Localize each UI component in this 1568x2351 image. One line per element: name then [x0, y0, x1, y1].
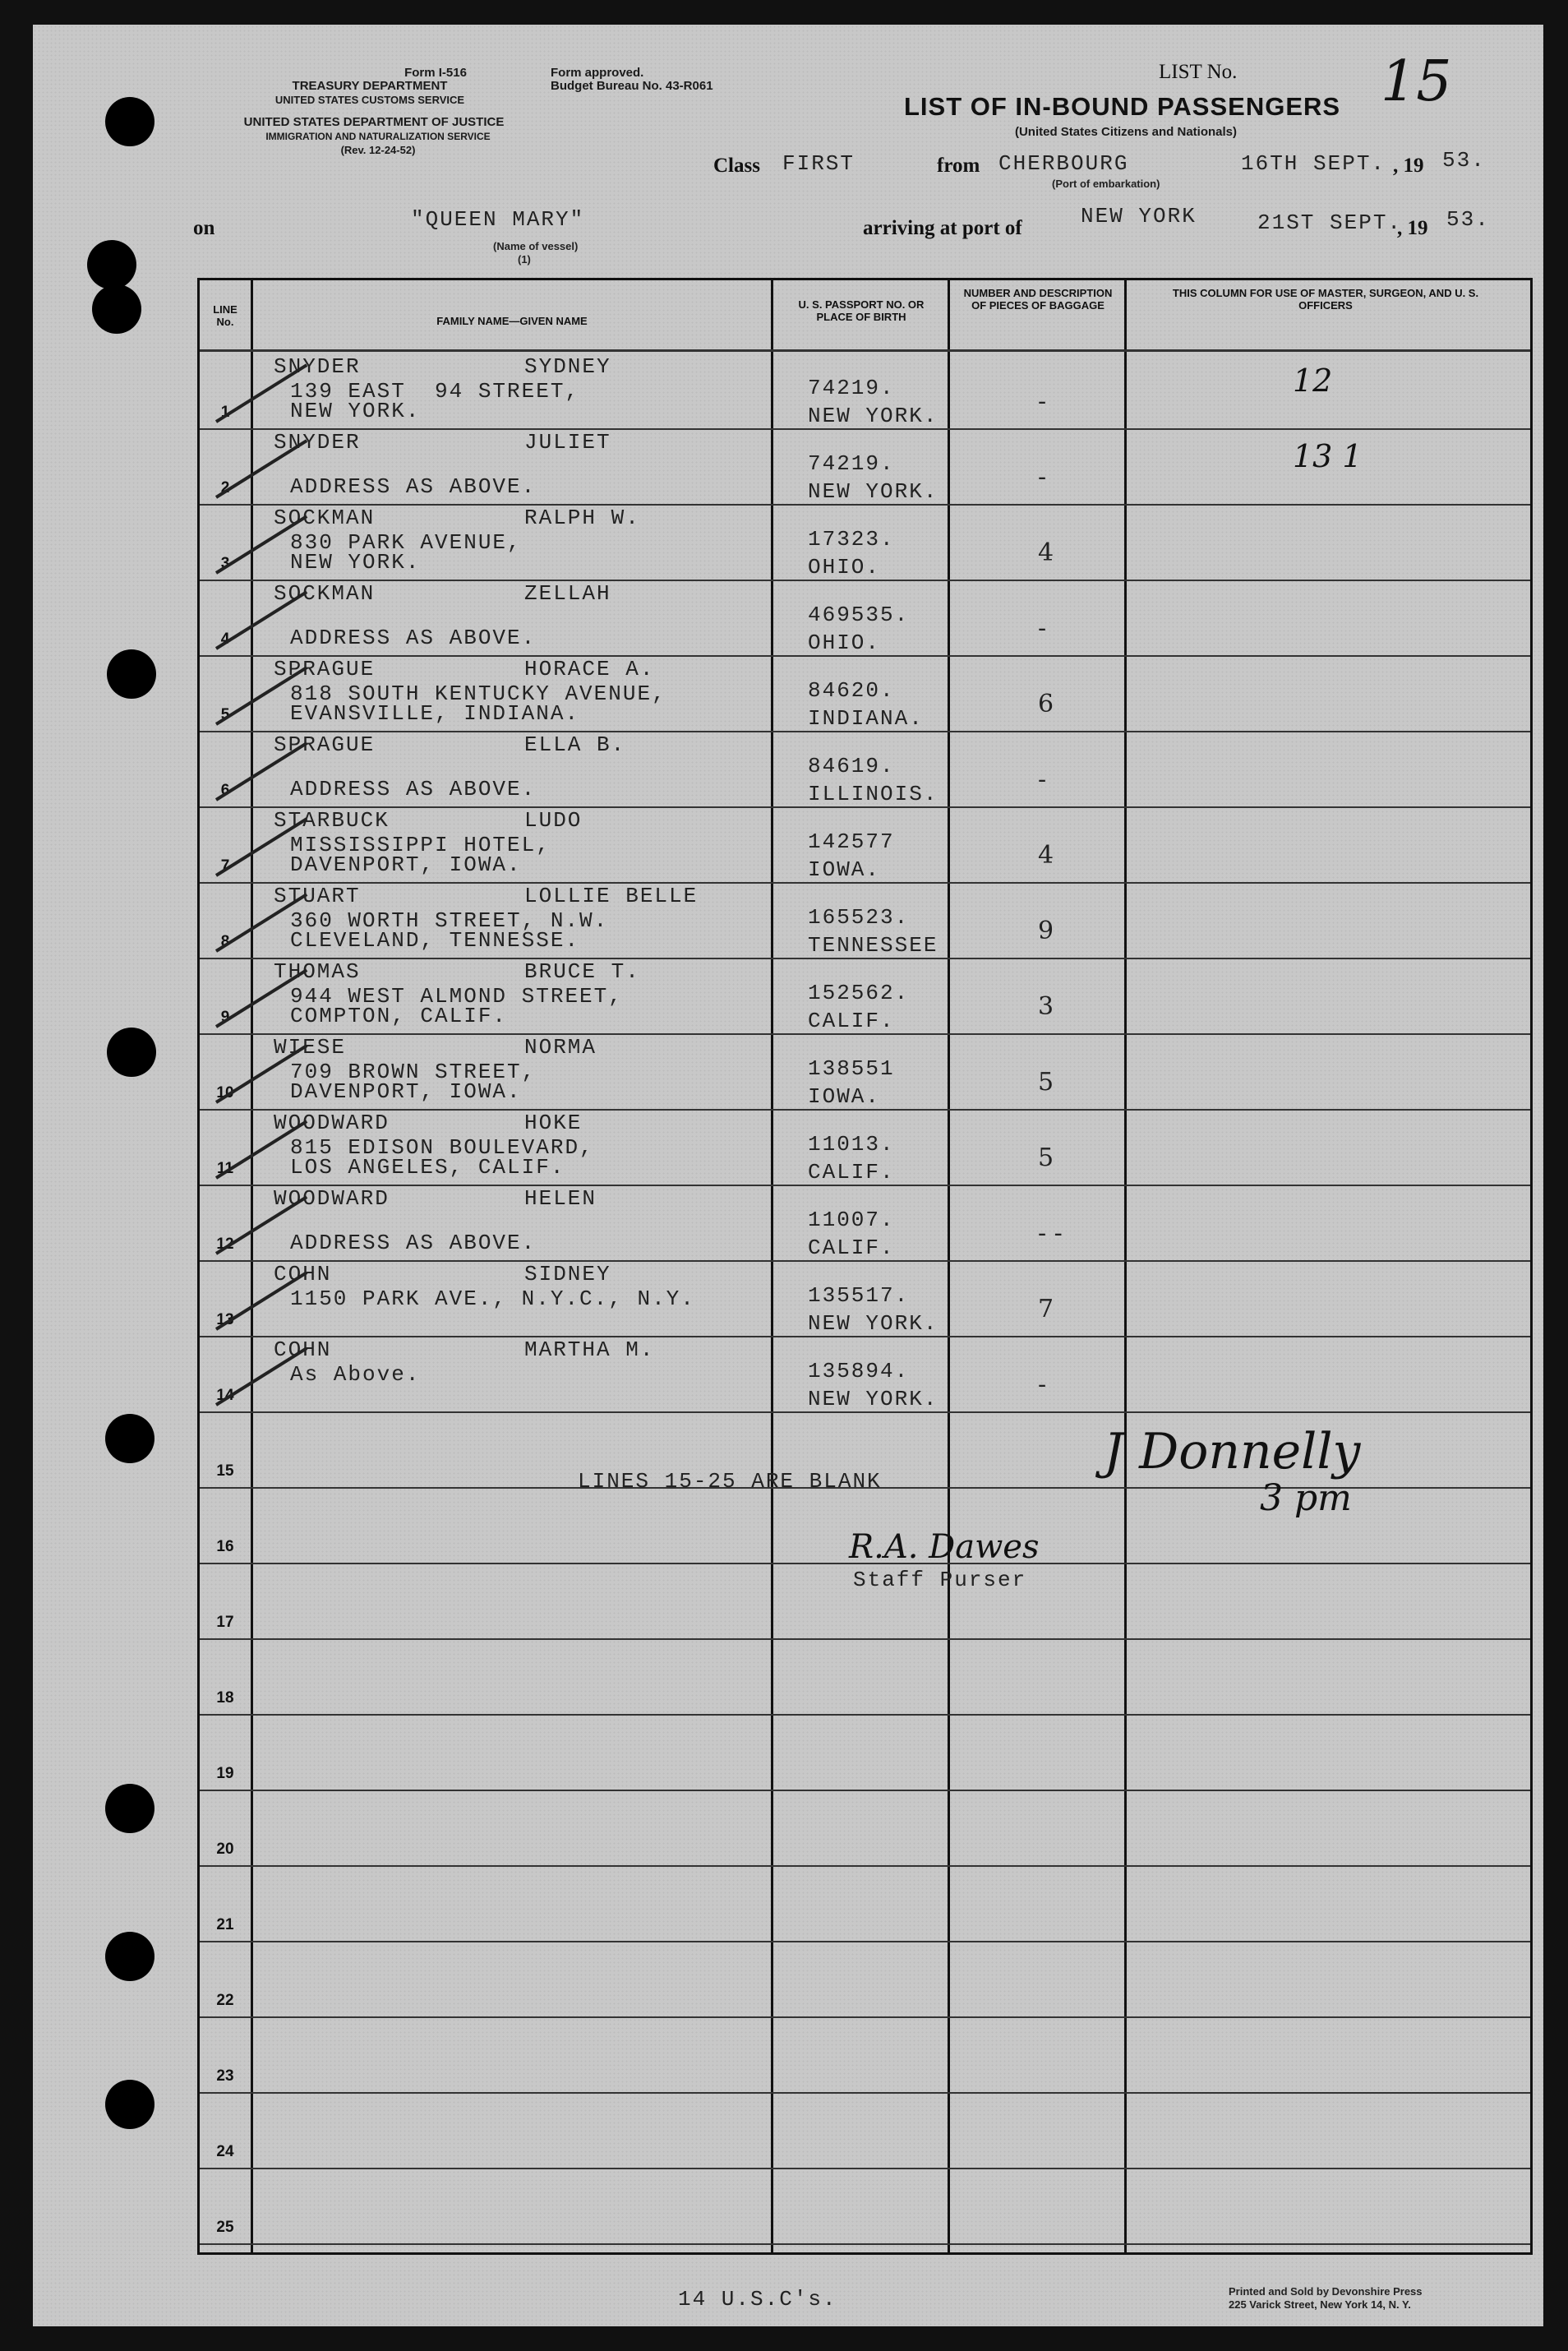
- row-divider: [200, 1941, 1530, 1942]
- passenger-given-name: HOKE: [524, 1111, 583, 1135]
- blank-note: LINES 15-25 ARE BLANK: [578, 1469, 882, 1494]
- passport-number: 152562.: [808, 981, 910, 1005]
- passport-number: 469535.: [808, 603, 910, 627]
- passenger-given-name: LUDO: [524, 808, 583, 833]
- col-baggage: NUMBER AND DESCRIPTION OF PIECES OF BAGGAGE: [963, 287, 1113, 312]
- passenger-given-name: RALPH W.: [524, 506, 640, 530]
- budget-bureau: Budget Bureau No. 43-R061: [551, 79, 713, 93]
- citizen-count: 14 U.S.C's.: [678, 2287, 837, 2312]
- from-label: from: [937, 155, 980, 177]
- place-of-birth: CALIF.: [808, 1160, 895, 1185]
- officer-note: 13 1: [1293, 438, 1363, 474]
- arriving-label: arriving at port of: [863, 217, 1022, 239]
- justice-dept: UNITED STATES DEPARTMENT OF JUSTICE: [243, 115, 505, 129]
- vessel-caption: (Name of vessel): [493, 240, 579, 252]
- passenger-address-line-2: NEW YORK.: [290, 399, 421, 423]
- table-row: [200, 1186, 1530, 1262]
- row-divider: [200, 1714, 1530, 1716]
- row-divider: [200, 2092, 1530, 2094]
- line-number: 6: [220, 782, 230, 799]
- table-row: [200, 506, 1530, 581]
- passenger-family-name: SPRAGUE: [274, 732, 376, 757]
- line-number: 7: [220, 857, 230, 875]
- blank-line-number: 25: [216, 2219, 234, 2236]
- passport-number: 142577: [808, 829, 895, 854]
- customs-service: UNITED STATES CUSTOMS SERVICE: [274, 94, 465, 106]
- place-of-birth: IOWA.: [808, 857, 881, 882]
- passenger-address-line-1: As Above.: [290, 1362, 421, 1387]
- passenger-family-name: COHN: [274, 1337, 332, 1362]
- baggage-count: -: [1038, 765, 1047, 794]
- passenger-address-line-2: EVANSVILLE, INDIANA.: [290, 701, 580, 726]
- line-number: 9: [220, 1009, 230, 1026]
- list-no-value: 15: [1381, 49, 1452, 114]
- baggage-count: - -: [1038, 1219, 1063, 1248]
- passenger-family-name: SNYDER: [274, 430, 361, 455]
- passport-number: 74219.: [808, 451, 895, 476]
- embark-year: 53.: [1442, 148, 1486, 173]
- blank-line-number: 15: [216, 1462, 234, 1480]
- list-no-label: LIST No.: [1159, 61, 1238, 83]
- passenger-family-name: WIESE: [274, 1035, 347, 1060]
- baggage-count: 5: [1038, 1143, 1054, 1172]
- baggage-count: 6: [1038, 690, 1054, 718]
- table-row: [200, 884, 1530, 959]
- table-row: [200, 959, 1530, 1035]
- line-number: 8: [220, 933, 230, 950]
- baggage-count: 3: [1038, 992, 1054, 1021]
- treasury-dept: TREASURY DEPARTMENT: [292, 79, 448, 93]
- binder-hole: [105, 1414, 154, 1463]
- officer-signature: J Donnelly: [1104, 1423, 1361, 1480]
- col-officers: THIS COLUMN FOR USE OF MASTER, SURGEON, AND U. S. OFFICERS: [1172, 287, 1479, 312]
- passenger-given-name: LOLLIE BELLE: [524, 884, 699, 908]
- baggage-count: -: [1038, 463, 1047, 492]
- officer-note: 12: [1293, 363, 1333, 399]
- blank-line-number: 19: [216, 1765, 234, 1782]
- passenger-family-name: WOODWARD: [274, 1186, 390, 1211]
- line-number: 10: [216, 1084, 234, 1102]
- passenger-family-name: STUART: [274, 884, 361, 908]
- passenger-address-line-2: ADDRESS AS ABOVE.: [290, 1231, 537, 1255]
- table-row: [200, 732, 1530, 808]
- passenger-address-line-1: 815 EDISON BOULEVARD,: [290, 1135, 594, 1160]
- row-divider: [200, 1790, 1530, 1791]
- passport-number: 165523.: [808, 905, 910, 930]
- place-of-birth: NEW YORK.: [808, 1311, 938, 1336]
- blank-line-number: 18: [216, 1689, 234, 1707]
- arrival-year-prefix: , 19: [1397, 217, 1428, 239]
- place-of-birth: CALIF.: [808, 1236, 895, 1260]
- passenger-family-name: COHN: [274, 1262, 332, 1286]
- purser-signature: R.A. Dawes: [849, 1528, 1040, 1566]
- passenger-address-line-1: 709 BROWN STREET,: [290, 1060, 537, 1084]
- manifest-sheet: [33, 25, 1543, 2326]
- passenger-address-line-1: MISSISSIPPI HOTEL,: [290, 833, 551, 857]
- line-number: 4: [220, 630, 230, 648]
- blank-line-number: 20: [216, 1841, 234, 1858]
- passenger-family-name: SOCKMAN: [274, 506, 376, 530]
- passport-number: 84620.: [808, 678, 895, 703]
- place-of-birth: NEW YORK.: [808, 479, 938, 504]
- binder-hole: [92, 284, 141, 334]
- port-embark-caption: (Port of embarkation): [1052, 178, 1160, 190]
- passenger-given-name: MARTHA M.: [524, 1337, 655, 1362]
- manifest-subtitle: (United States Citizens and Nationals): [1014, 125, 1238, 139]
- passenger-address-line-2: LOS ANGELES, CALIF.: [290, 1155, 565, 1180]
- line-number: 5: [220, 706, 230, 723]
- passenger-given-name: HORACE A.: [524, 657, 655, 681]
- place-of-birth: ILLINOIS.: [808, 782, 938, 806]
- passenger-given-name: JULIET: [524, 430, 611, 455]
- passenger-address-line-2: CLEVELAND, TENNESSE.: [290, 928, 580, 953]
- table-row: [200, 581, 1530, 657]
- passenger-family-name: STARBUCK: [274, 808, 390, 833]
- baggage-count: 9: [1038, 917, 1054, 945]
- table-row: [200, 1337, 1530, 1413]
- line-number: 12: [216, 1236, 234, 1253]
- row-divider: [200, 1638, 1530, 1640]
- baggage-count: -: [1038, 1370, 1047, 1399]
- table-row: [200, 1035, 1530, 1111]
- place-of-birth: OHIO.: [808, 555, 881, 580]
- passenger-family-name: WOODWARD: [274, 1111, 390, 1135]
- vessel-name: "QUEEN MARY": [411, 207, 585, 232]
- passenger-given-name: NORMA: [524, 1035, 597, 1060]
- table-row: [200, 1111, 1530, 1186]
- header-divider: [200, 349, 1530, 352]
- passenger-address-line-1: 360 WORTH STREET, N.W.: [290, 908, 609, 933]
- form-number: Form I-516: [404, 66, 467, 80]
- baggage-count: 5: [1038, 1068, 1054, 1097]
- blank-line-number: 16: [216, 1538, 234, 1555]
- on-label: on: [193, 217, 215, 239]
- embark-date: 16TH SEPT.: [1241, 151, 1386, 176]
- place-of-birth: NEW YORK.: [808, 404, 938, 428]
- port-arrival: NEW YORK: [1081, 204, 1197, 229]
- purser-title: Staff Purser: [853, 1568, 1027, 1592]
- officer-time: 3 pm: [1260, 1477, 1352, 1519]
- passenger-address-line-2: DAVENPORT, IOWA.: [290, 852, 522, 877]
- passenger-address-line-2: NEW YORK.: [290, 550, 421, 575]
- binder-hole: [107, 1028, 156, 1077]
- passenger-given-name: ELLA B.: [524, 732, 626, 757]
- manifest-title: LIST OF IN-BOUND PASSENGERS: [904, 92, 1341, 121]
- line-number: 13: [216, 1311, 234, 1328]
- passenger-family-name: SOCKMAN: [274, 581, 376, 606]
- binder-hole: [107, 649, 156, 699]
- passenger-address-line-1: 944 WEST ALMOND STREET,: [290, 984, 623, 1009]
- row-divider: [200, 1411, 1530, 1413]
- passenger-address-line-1: 818 SOUTH KENTUCKY AVENUE,: [290, 681, 666, 706]
- passenger-address-line-2: ADDRESS AS ABOVE.: [290, 626, 537, 650]
- binder-hole: [87, 240, 136, 289]
- blank-line-number: 21: [216, 1916, 234, 1933]
- passenger-family-name: THOMAS: [274, 959, 361, 984]
- blank-line-number: 17: [216, 1614, 234, 1631]
- table-row: [200, 657, 1530, 732]
- ins-service: IMMIGRATION AND NATURALIZATION SERVICE: [265, 131, 491, 142]
- baggage-count: 4: [1038, 841, 1054, 870]
- row-divider: [200, 1865, 1530, 1867]
- passport-number: 17323.: [808, 527, 895, 552]
- printer-line-2: 225 Varick Street, New York 14, N. Y.: [1229, 2298, 1411, 2311]
- passenger-address-line-1: 1150 PARK AVE., N.Y.C., N.Y.: [290, 1286, 695, 1311]
- passport-number: 74219.: [808, 376, 895, 400]
- passenger-given-name: BRUCE T.: [524, 959, 640, 984]
- blank-line-number: 22: [216, 1992, 234, 2009]
- blank-line-number: 24: [216, 2143, 234, 2160]
- passport-number: 135894.: [808, 1359, 910, 1383]
- form-approved: Form approved.: [551, 66, 644, 80]
- table-row: [200, 808, 1530, 884]
- place-of-birth: INDIANA.: [808, 706, 924, 731]
- line-number: 2: [220, 479, 230, 497]
- binder-hole: [105, 1932, 154, 1981]
- passenger-given-name: HELEN: [524, 1186, 597, 1211]
- arrival-date: 21ST SEPT.: [1257, 210, 1403, 235]
- col-name: FAMILY NAME—GIVEN NAME: [436, 315, 588, 327]
- arrival-year: 53.: [1446, 207, 1490, 232]
- passenger-given-name: ZELLAH: [524, 581, 611, 606]
- row-divider: [200, 2243, 1530, 2245]
- class-value: FIRST: [782, 151, 855, 176]
- baggage-count: -: [1038, 614, 1047, 643]
- place-of-birth: TENNESSEE: [808, 933, 938, 958]
- passenger-table: [197, 278, 1533, 2255]
- table-row: [200, 1262, 1530, 1337]
- table-row: [200, 354, 1530, 430]
- embark-year-prefix: , 19: [1393, 155, 1424, 177]
- binder-hole: [105, 1784, 154, 1833]
- line-number: 3: [220, 555, 230, 572]
- passenger-address-line-1: 139 EAST 94 STREET,: [290, 379, 580, 404]
- passport-number: 138551: [808, 1056, 895, 1081]
- line-number: 14: [216, 1387, 234, 1404]
- passenger-family-name: SNYDER: [274, 354, 361, 379]
- baggage-count: 4: [1038, 538, 1054, 567]
- passenger-given-name: SYDNEY: [524, 354, 611, 379]
- passenger-family-name: SPRAGUE: [274, 657, 376, 681]
- place-of-birth: OHIO.: [808, 630, 881, 655]
- table-row: [200, 430, 1530, 506]
- passenger-address-line-1: 830 PARK AVENUE,: [290, 530, 522, 555]
- passenger-address-line-2: DAVENPORT, IOWA.: [290, 1079, 522, 1104]
- blank-line-number: 23: [216, 2067, 234, 2085]
- passenger-given-name: SIDNEY: [524, 1262, 611, 1286]
- vessel-col-num: (1): [518, 253, 531, 266]
- baggage-count: 7: [1038, 1295, 1054, 1323]
- place-of-birth: IOWA.: [808, 1084, 881, 1109]
- revision: (Rev. 12-24-52): [340, 144, 416, 156]
- col-passport: U. S. PASSPORT NO. OR PLACE OF BIRTH: [798, 298, 925, 323]
- class-label: Class: [713, 155, 760, 177]
- place-of-birth: NEW YORK.: [808, 1387, 938, 1411]
- baggage-count: -: [1038, 387, 1047, 416]
- passport-number: 11013.: [808, 1132, 895, 1157]
- line-number: 1: [220, 404, 230, 421]
- binder-hole: [105, 2080, 154, 2129]
- passenger-address-line-2: ADDRESS AS ABOVE.: [290, 777, 537, 801]
- place-of-birth: CALIF.: [808, 1009, 895, 1033]
- line-number: 11: [216, 1160, 234, 1177]
- printer-line-1: Printed and Sold by Devonshire Press: [1229, 2285, 1423, 2298]
- passenger-address-line-2: ADDRESS AS ABOVE.: [290, 474, 537, 499]
- passport-number: 84619.: [808, 754, 895, 778]
- row-divider: [200, 2168, 1530, 2169]
- col-line-no: LINE No.: [213, 303, 238, 328]
- binder-hole: [105, 97, 154, 146]
- passenger-address-line-2: COMPTON, CALIF.: [290, 1004, 508, 1028]
- row-divider: [200, 2016, 1530, 2018]
- passport-number: 11007.: [808, 1208, 895, 1232]
- passport-number: 135517.: [808, 1283, 910, 1308]
- port-embarkation: CHERBOURG: [998, 151, 1129, 176]
